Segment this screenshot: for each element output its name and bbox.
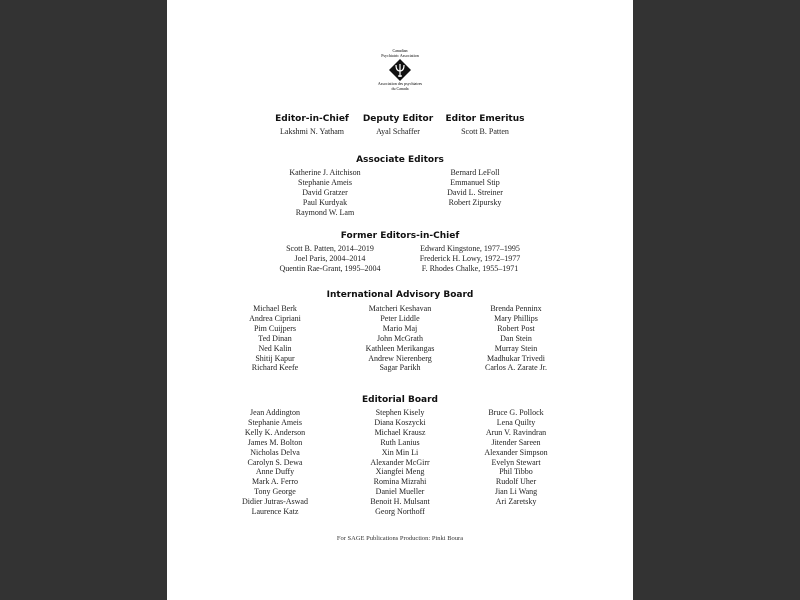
editorial-board-heading: Editorial Board	[362, 395, 438, 405]
board-member: Murray Stein	[494, 343, 538, 353]
associate-editor: Emmanuel Stip	[450, 177, 500, 187]
board-member: Richard Keefe	[251, 363, 299, 373]
board-member: Lena Quilty	[496, 417, 536, 427]
deputy-editor-name: Ayal Schaffer	[376, 127, 420, 136]
former-editor: Edward Kingstone, 1977–1995	[420, 244, 520, 253]
board-member: James M. Bolton	[247, 437, 303, 447]
board-member: Bruce G. Pollock	[488, 408, 544, 417]
board-member: Madhukar Trivedi	[487, 353, 545, 363]
board-member: Arun V. Ravindran	[485, 427, 547, 437]
deputy-editor-title: Deputy Editor	[362, 114, 434, 124]
board-member: Andrew Nierenberg	[368, 353, 432, 363]
board-member: Robert Post	[497, 323, 535, 333]
former-editor: Frederick H. Lowy, 1972–1977	[419, 253, 521, 263]
former-editors-heading: Former Editors-in-Chief	[340, 231, 460, 241]
former-editor: F. Rhodes Chalke, 1955–1971	[421, 263, 519, 273]
board-member: Evelyn Stewart	[491, 457, 541, 467]
board-member: Alexander Simpson	[484, 447, 548, 457]
board-member: Georg Northoff	[375, 507, 425, 517]
board-member: Mark A. Ferro	[252, 477, 298, 487]
board-member: Mario Maj	[382, 323, 418, 333]
board-member: Shitij Kapur	[255, 353, 295, 363]
editorial-board-col1	[225, 408, 325, 517]
associate-editor: Robert Zipursky	[448, 197, 502, 207]
board-member: Brenda Penninx	[490, 304, 542, 313]
former-editors-left-col	[265, 244, 395, 274]
international-advisory-board-heading: International Advisory Board	[326, 290, 474, 300]
board-member: Jian Li Wang	[494, 487, 538, 497]
editor-emeritus-block	[440, 114, 530, 137]
associate-editor: David L. Streiner	[447, 187, 503, 197]
former-editor: Joel Paris, 2004–2014	[294, 253, 366, 263]
board-member: Jean Addington	[250, 408, 300, 417]
editorial-board-col3	[466, 408, 566, 507]
board-member: Carolyn S. Dewa	[247, 457, 303, 467]
logo-text-line4: du Canada	[391, 86, 409, 91]
former-editors-right-col	[405, 244, 535, 274]
board-member: Tony George	[254, 487, 296, 497]
associate-editor: Stephanie Ameis	[298, 177, 352, 187]
board-member: Jitender Sareen	[491, 437, 541, 447]
advisory-board-col2	[345, 304, 455, 373]
board-member: Stephen Kisely	[375, 408, 425, 417]
advisory-board-col3	[466, 304, 566, 373]
associate-editor: Katherine J. Aitchison	[289, 168, 361, 177]
board-member: John McGrath	[377, 333, 423, 343]
board-member: Stephanie Ameis	[248, 417, 302, 427]
associate-editor: Paul Kurdyak	[302, 197, 348, 207]
logo-text-line3: Association des psychiatres	[377, 81, 423, 86]
board-member: Michael Berk	[253, 304, 297, 313]
board-member: Carlos A. Zarate Jr.	[485, 363, 547, 373]
board-member: Didier Jutras-Aswad	[242, 497, 308, 507]
board-member: Laurence Katz	[251, 507, 299, 517]
board-member: Michael Krausz	[374, 427, 426, 437]
associate-editors-right-col	[420, 168, 530, 208]
board-member: Kathleen Merikangas	[365, 343, 435, 353]
board-member: Anne Duffy	[255, 467, 295, 477]
board-member: Ruth Lanius	[380, 437, 420, 447]
associate-editor: Bernard LeFoll	[450, 168, 500, 177]
board-member: Ari Zaretsky	[495, 497, 537, 507]
editor-in-chief-title: Editor-in-Chief	[275, 114, 349, 124]
board-member: Dan Stein	[500, 333, 532, 343]
board-member: Ned Kalin	[258, 343, 292, 353]
editorial-board-col2	[345, 408, 455, 517]
association-logo	[366, 48, 434, 100]
production-credit: For SAGE Publications Production: Pinki Boura	[336, 535, 464, 542]
board-member: Pim Cuijpers	[253, 323, 296, 333]
editor-in-chief-block	[268, 114, 356, 137]
board-member: Peter Liddle	[380, 313, 420, 323]
board-member: Ted Dinan	[258, 333, 292, 343]
board-member: Diana Koszycki	[374, 417, 426, 427]
associate-editors-heading: Associate Editors	[356, 155, 444, 165]
board-member: Alexander McGirr	[370, 457, 430, 467]
board-member: Phil Tibbo	[499, 467, 533, 477]
psi-diamond-icon	[389, 59, 411, 81]
associate-editors-left-col	[270, 168, 380, 218]
former-editor: Quentin Rae-Grant, 1995–2004	[279, 263, 381, 273]
deputy-editor-block	[356, 114, 440, 137]
associate-editor: Raymond W. Lam	[295, 207, 355, 217]
board-member: Xiangfei Meng	[375, 467, 425, 477]
advisory-board-col1	[225, 304, 325, 373]
logo-text-line2: Psychiatric Association	[381, 53, 419, 58]
editor-emeritus-name: Scott B. Patten	[461, 127, 509, 136]
board-member: Andrea Cipriani	[249, 313, 301, 323]
board-member: Mary Phillips	[494, 313, 538, 323]
board-member: Daniel Mueller	[375, 487, 425, 497]
board-member: Sagar Parikh	[379, 363, 421, 373]
board-member: Nicholas Delva	[250, 447, 300, 457]
board-member: Romina Mizrahi	[373, 477, 427, 487]
board-member: Xin Min Li	[381, 447, 419, 457]
associate-editor: David Gratzer	[302, 187, 348, 197]
editor-in-chief-name: Lakshmi N. Yatham	[280, 127, 344, 136]
editor-emeritus-title: Editor Emeritus	[445, 114, 525, 124]
board-member: Matcheri Keshavan	[368, 304, 432, 313]
board-member: Kelly K. Anderson	[244, 427, 306, 437]
logo-text-line1: Canadian	[392, 48, 408, 53]
board-member: Benoit H. Mulsant	[370, 497, 430, 507]
former-editor: Scott B. Patten, 2014–2019	[286, 244, 374, 253]
board-member: Rudolf Uher	[495, 477, 537, 487]
